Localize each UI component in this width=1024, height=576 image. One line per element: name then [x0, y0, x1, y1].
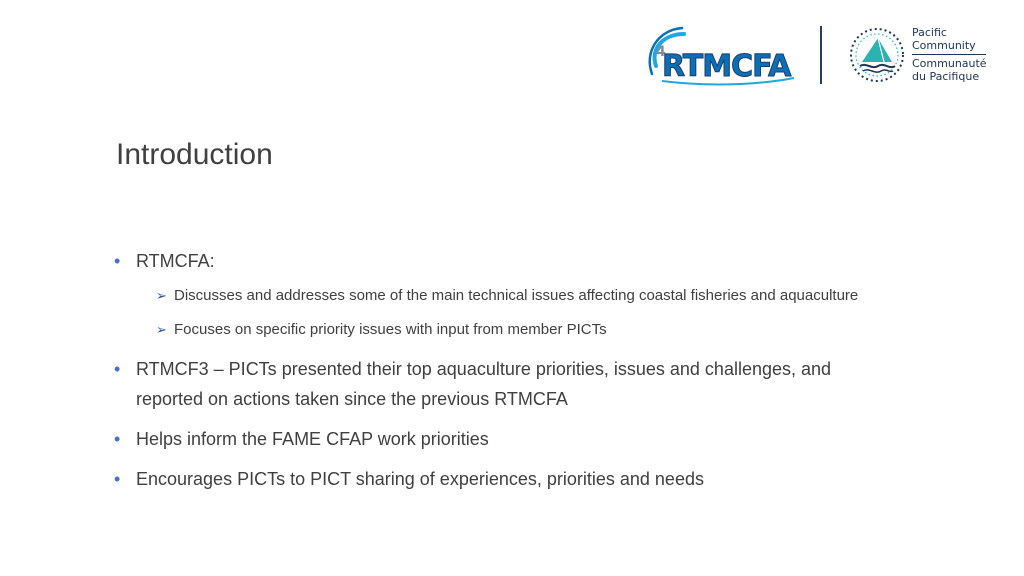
bullet-dot-icon: •	[114, 359, 121, 379]
spc-separator	[912, 54, 986, 55]
logo-bar	[640, 22, 1000, 92]
svg-text:RTMCFA: RTMCFA	[662, 49, 791, 84]
arrow-bullet-icon: ➢	[156, 288, 167, 303]
spc-line-du-pacifique: du Pacifique	[912, 70, 980, 83]
bullet-text: RTMCFA:	[136, 251, 215, 271]
sub-bullet-text: Discusses and addresses some of the main technical issues affecting coastal fisheries and aquaculture	[174, 287, 859, 304]
spc-emblem-icon	[848, 26, 906, 84]
bullet-text: Encourages PICTs to PICT sharing of experiences, priorities and needs	[136, 469, 704, 489]
rtmcfa-logo	[642, 26, 802, 88]
bullet-item	[114, 246, 894, 276]
bullet-item	[114, 464, 894, 494]
slide-title: Introduction	[116, 138, 273, 171]
sub-bullet-text: Focuses on specific priority issues with input from member PICTs	[174, 321, 607, 338]
svg-text:4: 4	[656, 44, 666, 60]
arrow-bullet-icon: ➢	[156, 322, 167, 337]
bullet-dot-icon: •	[114, 469, 121, 489]
logo-divider	[820, 26, 822, 84]
bullet-item	[114, 424, 894, 454]
bullet-text: Helps inform the FAME CFAP work priorities	[136, 429, 489, 449]
bullet-text: RTMCF3 – PICTs presented their top aquaculture priorities, issues and challenges, and reported on actions taken since the previous RTMCFA	[136, 359, 832, 409]
spc-wordmark	[912, 26, 1002, 83]
spc-line-communaute: Communauté	[912, 57, 987, 70]
spc-line-pacific: Pacific	[912, 26, 947, 39]
bullet-list	[114, 246, 894, 494]
spc-line-community: Community	[912, 39, 976, 52]
bullet-dot-icon: •	[114, 251, 121, 271]
bullet-item	[114, 354, 894, 414]
sub-bullet-item	[114, 316, 894, 344]
bullet-dot-icon: •	[114, 429, 121, 449]
sub-bullet-item	[114, 282, 894, 310]
